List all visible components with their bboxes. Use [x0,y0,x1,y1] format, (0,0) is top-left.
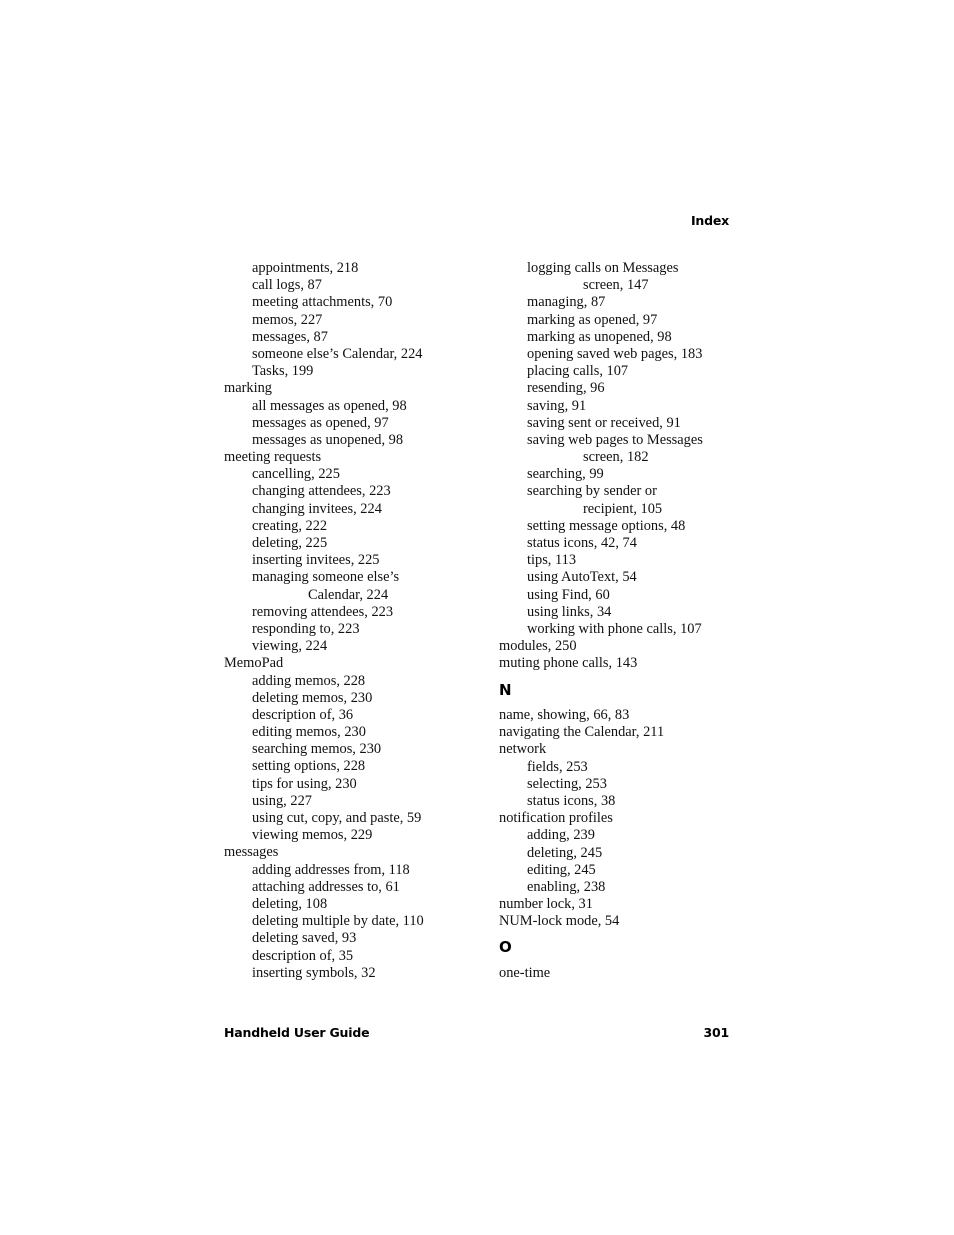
index-subentry: working with phone calls, 107 [527,620,702,637]
index-subentry: using, 227 [252,792,312,809]
index-subentry: using links, 34 [527,603,612,620]
index-subentry: messages, 87 [252,328,328,345]
index-subentry: meeting attachments, 70 [252,294,393,311]
index-main-entry: name, showing, 66, 83 [499,707,630,723]
index-subentry: adding, 239 [527,827,595,844]
index-subentry: tips, 113 [527,552,577,569]
index-subentry: searching by sender or [527,483,657,500]
index-subentry: tips for using, 230 [252,775,357,792]
index-subentry: marking as opened, 97 [527,311,658,328]
index-entry-continuation: recipient, 105 [583,500,663,517]
index-main-entry: notification profiles [499,810,613,827]
index-subentry: deleting, 225 [252,535,328,551]
index-main-entry: one-time [499,964,551,981]
index-subentry: editing memos, 230 [252,724,366,741]
index-main-entry: meeting requests [224,449,322,466]
index-subentry: selecting, 253 [527,775,607,792]
index-main-entry: messages [224,844,279,861]
index-main-entry: navigating the Calendar, 211 [499,724,665,741]
running-head: Index [690,213,729,228]
index-subentry: marking as unopened, 98 [527,328,672,345]
index-subentry: description of, 36 [252,706,354,723]
index-subentry: resending, 96 [527,380,605,397]
index-subentry: inserting symbols, 32 [252,964,376,981]
index-subentry: deleting, 245 [527,844,603,861]
index-subentry: fields, 253 [527,758,588,775]
book-title: Handheld User Guide [224,1025,370,1040]
index-subentry: viewing memos, 229 [252,827,373,844]
index-subentry: messages as opened, 97 [252,414,389,431]
index-subentry: adding addresses from, 118 [252,861,410,878]
index-main-entry: NUM-lock mode, 54 [499,913,620,930]
index-subentry: appointments, 218 [252,260,359,276]
index-subentry: adding memos, 228 [252,672,366,689]
index-subentry: call logs, 87 [252,277,322,294]
index-subentry: changing attendees, 223 [252,483,391,500]
index-column-right [499,260,759,982]
index-subentry: attaching addresses to, 61 [252,878,400,895]
index-subentry: searching memos, 230 [252,741,382,758]
index-main-entry: marking [224,380,272,397]
page-number: 301 [703,1025,729,1040]
index-subentry: using Find, 60 [527,586,610,603]
index-main-entry: muting phone calls, 143 [499,655,638,672]
index-subentry: cancelling, 225 [252,466,340,483]
index-subentry: deleting memos, 230 [252,689,373,706]
index-entry-continuation: screen, 147 [583,277,649,294]
index-subentry: status icons, 38 [527,792,616,809]
index-subentry: status icons, 42, 74 [527,535,637,551]
index-main-entry: MemoPad [224,655,284,672]
index-subentry: managing, 87 [527,294,606,311]
index-subentry: editing, 245 [527,861,596,878]
page-footer [224,1025,729,1040]
index-subentry: setting options, 228 [252,758,366,775]
index-subentry: creating, 222 [252,517,328,534]
index-subentry: managing someone else’s [252,569,400,586]
index-subentry: messages as unopened, 98 [252,431,404,448]
index-main-entry: modules, 250 [499,638,577,655]
index-subentry: all messages as opened, 98 [252,397,407,414]
index-subentry: using AutoText, 54 [527,569,637,586]
index-subentry: responding to, 223 [252,620,360,637]
index-subentry: someone else’s Calendar, 224 [252,345,423,362]
index-subentry: placing calls, 107 [527,363,629,380]
index-subentry: changing invitees, 224 [252,500,382,517]
index-subentry: using cut, copy, and paste, 59 [252,810,422,826]
index-subentry: deleting, 108 [252,895,328,912]
index-entry-continuation: screen, 182 [583,449,649,466]
index-subentry: deleting saved, 93 [252,930,357,947]
index-subentry: description of, 35 [252,947,354,964]
index-section-letter: N [499,680,512,699]
index-main-entry: network [499,741,547,758]
index-subentry: removing attendees, 223 [252,603,394,620]
index-subentry: enabling, 238 [527,878,606,895]
index-subentry: saving web pages to Messages [527,431,703,448]
index-subentry: memos, 227 [252,311,323,328]
index-main-entry: number lock, 31 [499,896,593,913]
index-subentry: saving, 91 [527,397,587,414]
index-section-letter: O [499,938,512,957]
index-subentry: Tasks, 199 [252,363,314,380]
index-subentry: deleting multiple by date, 110 [252,913,424,930]
index-subentry: setting message options, 48 [527,517,686,534]
index-column-left [224,260,484,982]
index-subentry: searching, 99 [527,466,604,483]
index-subentry: viewing, 224 [252,638,328,655]
index-entry-continuation: Calendar, 224 [308,586,389,603]
index-subentry: saving sent or received, 91 [527,414,681,431]
index-subentry: logging calls on Messages [527,260,679,276]
index-subentry: inserting invitees, 225 [252,552,380,569]
index-subentry: opening saved web pages, 183 [527,345,703,362]
